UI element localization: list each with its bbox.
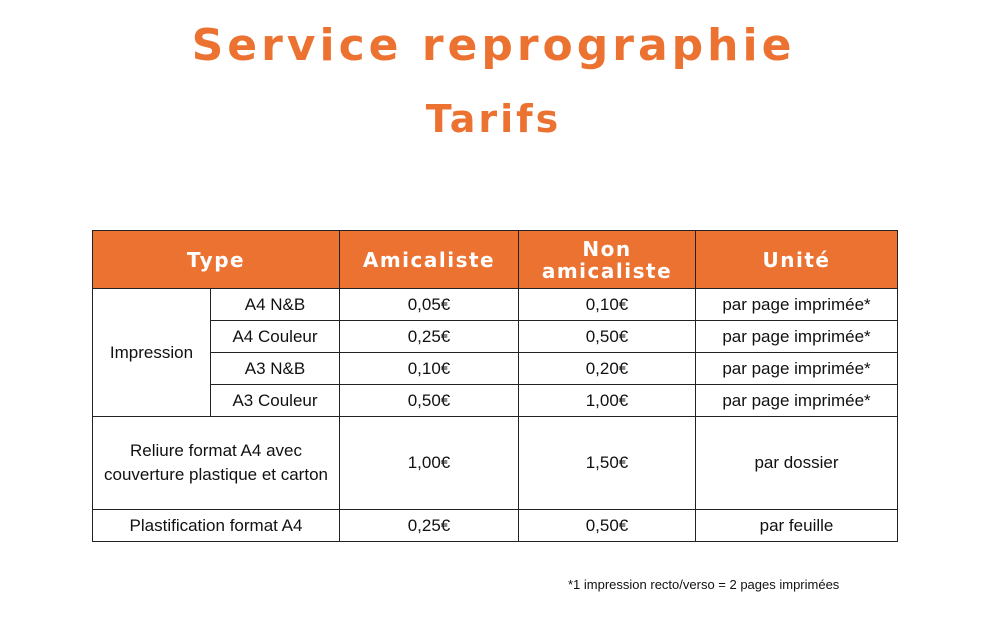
table-row	[93, 289, 898, 321]
price-non-amicaliste-cell: 0,20€	[519, 353, 696, 385]
unit-cell: par feuille	[696, 510, 898, 542]
page-subtitle: Tarifs	[425, 97, 562, 141]
unit-cell: par dossier	[696, 417, 898, 510]
table-row	[93, 510, 898, 542]
price-amicaliste-cell: 0,05€	[340, 289, 519, 321]
price-non-amicaliste-cell: 1,00€	[519, 385, 696, 417]
service-type-cell: Reliure format A4 avec couverture plastique et carton	[93, 417, 340, 510]
format-cell: A3 Couleur	[211, 385, 340, 417]
page-title: Service reprographie	[191, 20, 796, 71]
service-type-cell: Plastification format A4	[93, 510, 340, 542]
format-cell: A3 N&B	[211, 353, 340, 385]
header-type: Type	[93, 231, 340, 289]
price-non-amicaliste-cell: 0,50€	[519, 510, 696, 542]
price-amicaliste-cell: 0,10€	[340, 353, 519, 385]
price-non-amicaliste-cell: 0,50€	[519, 321, 696, 353]
header-amicaliste: Amicaliste	[340, 231, 519, 289]
format-cell: A4 N&B	[211, 289, 340, 321]
unit-cell: par page imprimée*	[696, 385, 898, 417]
price-amicaliste-cell: 0,25€	[340, 321, 519, 353]
format-cell: A4 Couleur	[211, 321, 340, 353]
price-amicaliste-cell: 0,25€	[340, 510, 519, 542]
table-row	[93, 417, 898, 510]
price-table	[92, 230, 898, 542]
unit-cell: par page imprimée*	[696, 321, 898, 353]
price-amicaliste-cell: 1,00€	[340, 417, 519, 510]
table-header-row	[93, 231, 898, 289]
impression-label: Impression	[93, 289, 211, 417]
price-non-amicaliste-cell: 0,10€	[519, 289, 696, 321]
header-non-amicaliste: Non amicaliste	[519, 231, 696, 289]
table-row	[93, 385, 898, 417]
footnote: *1 impression recto/verso = 2 pages imprimées	[568, 577, 840, 592]
table-row	[93, 321, 898, 353]
unit-cell: par page imprimée*	[696, 289, 898, 321]
unit-cell: par page imprimée*	[696, 353, 898, 385]
header-unite: Unité	[696, 231, 898, 289]
price-non-amicaliste-cell: 1,50€	[519, 417, 696, 510]
price-amicaliste-cell: 0,50€	[340, 385, 519, 417]
table-row	[93, 353, 898, 385]
